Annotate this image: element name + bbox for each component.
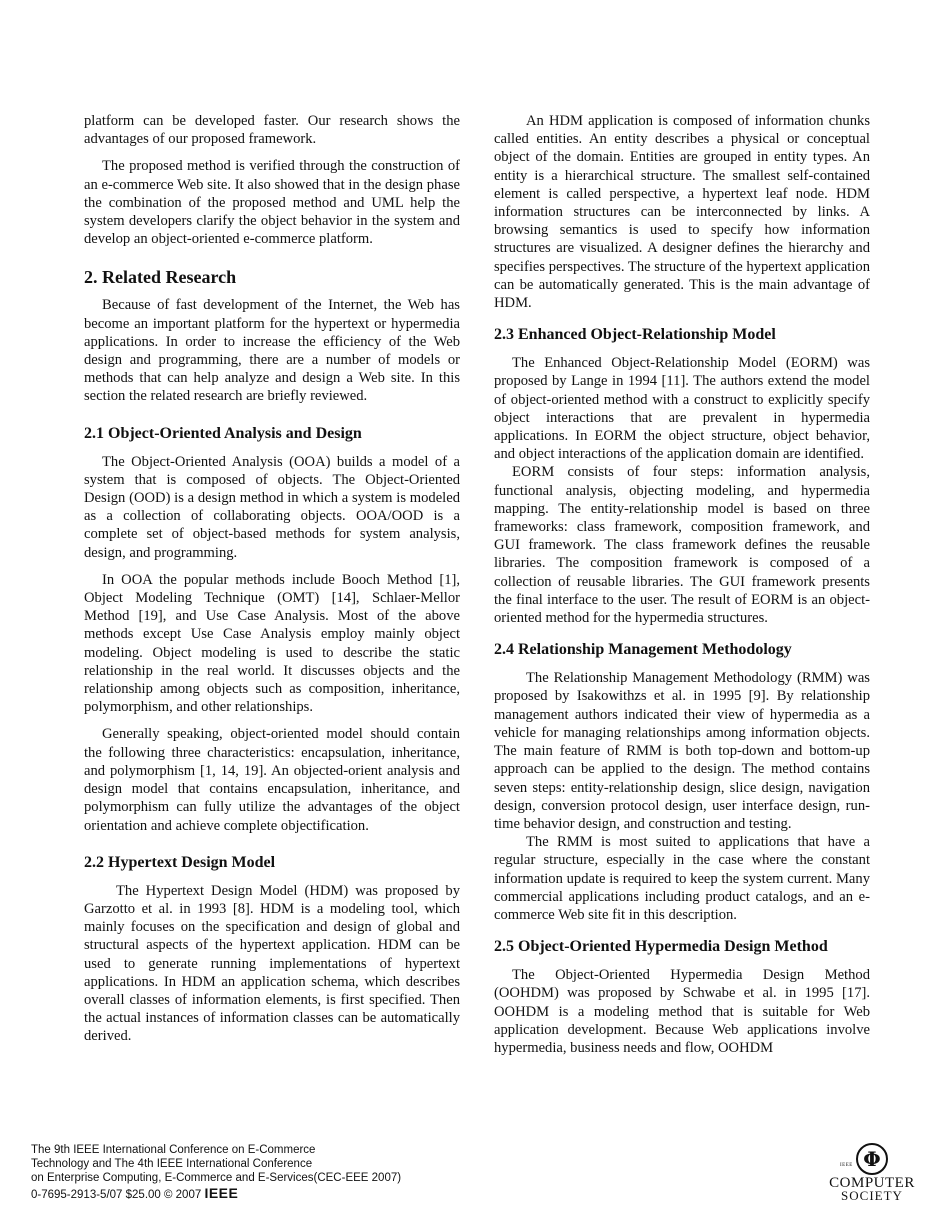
body-paragraph: In OOA the popular methods include Booch Method [1], Object Modeling Technique (OMT) [14], Schlaer-Mellor Method [19], and Use Case Analysis. Most of the above methods except Use Case Analysis employ mainly object modeling. Object modeling is used to describe the static relationship in the real world. It discusses objects and the relationship among objects such as composition, inheritance, polymorphism, and other relationships.: [84, 571, 460, 716]
logo-ieee-small-text: IEEE: [840, 1163, 853, 1168]
intro-paragraph: platform can be developed faster. Our research shows the advantages of our proposed framework.: [84, 113, 460, 148]
subsection-heading-eorm: 2.3 Enhanced Object-Relationship Model: [494, 326, 776, 344]
body-paragraph: The Relationship Management Methodology (RMM) was proposed by Isakowithzs et al. in 1995 [9]. By relationship management authors indicated their view of hypermedia as a vehicle for managing relationships among information objects. The main feature of RMM is both top-down and bottom-up approach can be applied to the design. The method contains seven steps: entity-relationship design, slice design, navigation design, conversion protocol design, user interface design, run-time behavior design, and construction and testing.: [494, 670, 870, 832]
left-column: [84, 112, 460, 1046]
footer-line: Technology and The 4th IEEE International Conference: [31, 1158, 313, 1171]
logo-line-computer: COMPUTER: [829, 1175, 915, 1191]
phi-icon: Φ: [856, 1143, 888, 1175]
body-paragraph: Because of fast development of the Internet, the Web has become an important platform for the hypertext or hypermedia applications. In order to increase the efficiency of the Web design and programming, there are a number of models or methods that can help analyze and design a Web site. In this section the related research are briefly reviewed.: [84, 297, 460, 405]
footer-price-line: [31, 1186, 401, 1202]
body-paragraph: The Enhanced Object-Relationship Model (EORM) was proposed by Lange in 1994 [11]. The authors extend the model of object-oriented method with a construct to explicitly specify object interactions that are prevalent in hypermedia applications. In EORM the object structure, object behavior, and object interactions of the application domain are identified.: [494, 355, 870, 463]
subsection-heading-oohdm: 2.5 Object-Oriented Hypermedia Design Method: [494, 938, 828, 956]
body-paragraph: The Object-Oriented Hypermedia Design Method (OOHDM) was proposed by Schwabe et al. in 1995 [17]. OOHDM is a modeling method that is suitable for Web application development. Because Web applications involve hypermedia, business needs and flow, OOHDM: [494, 967, 870, 1056]
right-column: [494, 112, 870, 1057]
ieee-computer-society-logo: [822, 1143, 922, 1203]
body-paragraph: The RMM is most suited to applications that have a regular structure, especially in the case where the constant information update is required to keep the system current. Many commercial applications including product catalogs, and an e-commerce Web site fit in this description.: [494, 834, 870, 923]
conference-footer: [31, 1143, 401, 1202]
subsection-heading-rmm: 2.4 Relationship Management Methodology: [494, 641, 792, 659]
body-paragraph: An HDM application is composed of information chunks called entities. An entity describes a physical or conceptual object of the domain. Entities are grouped in entity types. An entity is a hierarchical structure. The smallest self-contained element is called perspective, a hypertext leaf node. HDM information structures can be interconnected by links. A browsing semantics is used to specify how information structures are visualized. A designer defines the hierarchy and specifies perspectives. The structure of the hypertext application can be automatically generated. This is the main advantage of HDM.: [494, 113, 870, 312]
isbn-price-copyright: 0-7695-2913-5/07 $25.00 © 2007: [31, 1188, 205, 1201]
footer-line: The 9th IEEE International Conference on E-Commerce: [31, 1144, 316, 1156]
body-paragraph: The Object-Oriented Analysis (OOA) builds a model of a system that is composed of objects. The Object-Oriented Design (OOD) is a design method in which a system is modeled as a collection of collaborating objects. OOA/OOD is a complete set of object-based methods for system analysis, design, and programming.: [84, 453, 460, 561]
body-paragraph: Generally speaking, object-oriented model should contain the following three characteristics: encapsulation, inheritance, and polymorphism [1, 14, 19]. An objected-orient analysis and design model that contains encapsulation, inheritance, and polymorphism can fully utilize the advantages of the object orientation and achieve complete objectification.: [84, 726, 460, 834]
footer-line: on Enterprise Computing, E-Commerce and E-Services(CEC-EEE 2007): [31, 1172, 402, 1185]
body-paragraph: The Hypertext Design Model (HDM) was proposed by Garzotto et al. in 1993 [8]. HDM is a modeling tool, which mainly focuses on the specification and design of global and structural aspects of the hypertext application. HDM can be used to generate running implementations of hypertext applications. In HDM an application schema, which describes overall classes of information elements, is first specified. Then the actual instances of information classes can be automatically derived.: [84, 882, 460, 1045]
logo-line-society: SOCIETY: [841, 1188, 903, 1203]
subsection-heading-ooad: 2.1 Object-Oriented Analysis and Design: [84, 424, 362, 442]
subsection-heading-hdm: 2.2 Hypertext Design Model: [84, 853, 276, 871]
ieee-logo-text: IEEE: [204, 1184, 239, 1201]
body-paragraph: EORM consists of four steps: information analysis, functional analysis, objecting modeling, and hypermedia mapping. The entity-relationship model is based on three frameworks: class framework, composition framework, and GUI framework. The class framework defines the reusable libraries. The composition framework is composed of a collection of reusable libraries. The GUI framework presents the final interface to the user. The result of EORM is an object-oriented method for the hypermedia structures.: [494, 464, 870, 627]
intro-paragraph: The proposed method is verified through the construction of an e-commerce Web site. It also showed that in the design phase the combination of the proposed method and UML help the system developers clarify the object behavior in the system and develop an object-oriented e-commerce platform.: [84, 158, 460, 248]
section-heading-related-research: 2. Related Research: [84, 267, 237, 288]
